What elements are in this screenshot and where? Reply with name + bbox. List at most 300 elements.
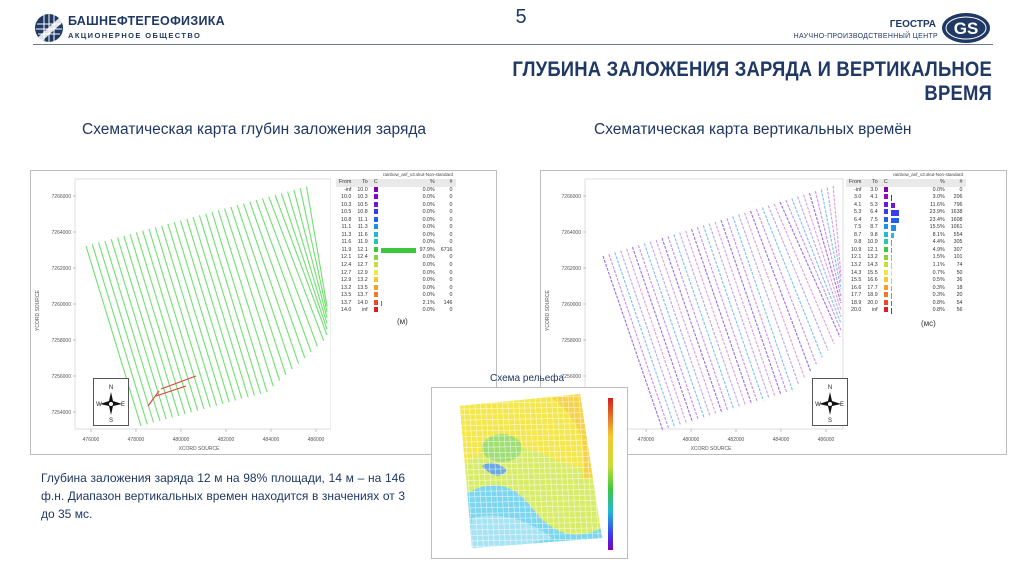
legend-bar-cell [381,202,417,210]
legend-cell: 13.2 [867,254,878,261]
legend-color-cell [371,292,381,300]
receiver-line [199,215,254,395]
legend-bar-cell [891,254,927,262]
legend-row [846,307,966,315]
legend-color-swatch [374,232,378,237]
legend-share-bar [891,271,892,277]
depth-unit: (м) [397,317,408,326]
right-company-name: ГЕОСТРА [889,19,936,30]
summary-text: Глубина заложения заряда 12 м на 98% площади, 14 м – на 146 ф.н. Диапазон вертикальных времен находится в значениях от 3 до 35 мс. [41,471,405,521]
legend-cell: 0.0% [422,186,435,193]
legend-color-swatch [374,194,378,199]
legend-cell: 0.7% [932,269,945,276]
legend-bar-cell [891,262,927,270]
legend-cell: 7.5 [853,224,862,231]
receiver-line [181,221,236,401]
legend-cell: 17.7 [867,284,878,291]
legend-cell: 12.4 [341,262,352,269]
receiver-line [627,249,687,424]
receiver-line [187,219,242,399]
legend-bar-cell [891,300,927,308]
legend-share-bar [891,263,892,269]
compass-east: E [120,402,126,408]
legend-color-cell [371,194,381,202]
legend-share-bar [891,195,892,201]
legend-row [846,239,966,247]
receiver-line [780,202,840,337]
legend-cell: 0 [449,254,453,261]
legend-row [336,224,456,232]
time-legend-table [846,179,966,315]
legend-color-cell [881,224,891,232]
legend-color-cell [881,300,891,308]
legend-cell: 10.0 [341,194,352,201]
legend-cell: 16.6 [851,284,862,291]
legend-row [336,285,456,293]
legend-color-swatch [884,285,888,290]
left-map-xlabel: XCORD SOURCE [178,446,220,452]
legend-color-swatch [884,187,888,192]
legend-cell: 12.1 [357,246,368,253]
legend-cell: 0 [449,194,453,201]
legend-cell: 7.5 [870,216,878,223]
right-map-subtitle: Схематическая карта вертикальных времён [594,121,912,138]
x-tick-label: 484000 [772,437,790,443]
legend-cell: 3.0 [853,194,862,201]
legend-bar-cell [891,202,927,210]
legend-bar-cell [381,277,417,285]
compass-north: N [827,385,833,391]
legend-color-swatch [884,255,888,260]
receiver-line [674,234,734,409]
legend-cell: inf [362,307,368,314]
receiver-line [206,214,261,394]
legend-color-cell [881,254,891,262]
right-company-subtitle: НАУЧНО-ПРОИЗВОДСТВЕННЫЙ ЦЕНТР [793,33,938,40]
legend-cell: 14.0 [341,307,352,314]
legend-cell: 13.7 [341,299,352,306]
legend-cell: 0.0% [422,231,435,238]
legend-cell: 13.2 [851,262,862,269]
legend-share-bar [891,225,897,231]
legend-cell: 10.5 [357,201,368,208]
receiver-line [300,188,327,312]
legend-cell: 8.7 [853,231,862,238]
legend-cell: 36 [956,277,963,284]
compass-south: S [108,418,114,424]
y-tick-label: 7264000 [561,230,581,236]
legend-share-bar [891,255,892,261]
y-tick-label: 7260000 [561,302,581,308]
legend-cell: 13.5 [357,284,368,291]
legend-cell: 11.3 [357,224,368,231]
legend-color-cell [371,202,381,210]
legend-cell: 0.0% [422,307,435,314]
legend-color-cell [371,239,381,247]
legend-bar-cell [891,217,927,225]
legend-cell: 1061 [950,224,963,231]
legend-cell: 1608 [950,216,963,223]
legend-cell: 0 [449,277,453,284]
geostra-logo-text: GS [953,19,979,38]
legend-row [336,187,456,195]
legend-color-cell [881,270,891,278]
legend-color-swatch [374,307,378,312]
legend-bar-cell [381,224,417,232]
legend-cell: 14.0 [357,299,368,306]
legend-cell: 0 [959,186,963,193]
legend-share-bar [891,210,900,216]
legend-cell: 0 [449,307,453,314]
legend-bar-cell [891,270,927,278]
legend-color-cell [881,292,891,300]
legend-share-bar [891,203,895,209]
legend-color-swatch [884,270,888,275]
legend-cell: 0.0% [932,186,945,193]
y-tick-label: 7258000 [51,338,71,344]
legend-row [336,262,456,270]
receiver-line [225,209,280,381]
receiver-line [662,238,722,413]
legend-bar-cell [381,307,417,315]
legend-cell: 0 [449,209,453,216]
legend-cell: 0.0% [422,194,435,201]
legend-column-header: C [371,179,381,187]
compass-icon [94,379,128,425]
legend-row [846,300,966,308]
legend-cell: 17.7 [851,292,862,299]
legend-cell: 10.5 [341,209,352,216]
left-company-subtitle: АКЦИОНЕРНОЕ ОБЩЕСТВО [68,31,202,40]
y-tick-label: 7256000 [51,374,71,380]
legend-row [846,292,966,300]
legend-color-swatch [374,209,378,214]
relief-map [432,388,627,558]
legend-bar-cell [381,270,417,278]
compass-south: S [827,418,833,424]
receiver-line [692,229,752,404]
y-tick-label: 7262000 [561,266,581,272]
legend-cell: 4.4% [932,239,945,246]
legend-cell: 13.2 [341,284,352,291]
receiver-line [136,232,191,412]
legend-row [846,262,966,270]
legend-column-header: To [864,179,880,187]
right-map-xlabel: XCORD SOURCE [690,446,732,452]
legend-cell: inf [872,307,878,314]
legend-cell: 13.7 [357,292,368,299]
compass-rose [93,378,129,426]
legend-color-cell [881,239,891,247]
receiver-line [703,225,763,400]
legend-color-swatch [884,307,888,312]
legend-cell: 11.1 [357,216,368,223]
legend-cell: 307 [953,246,963,253]
legend-bar-cell [381,239,417,247]
legend-cell: 56 [956,307,963,314]
legend-row [336,209,456,217]
receiver-line [218,210,273,386]
receiver-line [168,224,223,404]
legend-color-cell [371,232,381,240]
legend-cell: 15.5% [929,224,945,231]
legend-cell: 14.3 [851,269,862,276]
legend-cell: 11.6% [930,201,945,208]
receiver-line [155,227,210,407]
legend-share-bar [891,218,899,224]
y-tick-label: 7264000 [51,230,71,236]
receiver-line [212,212,267,392]
legend-color-swatch [374,255,378,260]
legend-cell: 12.4 [357,254,368,261]
legend-column-header: % [417,179,438,187]
bashneftegeofizika-logo-icon [33,12,65,44]
legend-cell: 12.9 [357,269,368,276]
legend-color-swatch [884,202,888,207]
legend-cell: 0 [449,262,453,269]
x-tick-label: 484000 [262,437,280,443]
receiver-line [792,198,841,323]
legend-bar-cell [891,209,927,217]
legend-cell: 10.8 [357,209,368,216]
legend-color-swatch [884,277,888,282]
legend-cell: 0.0% [422,262,435,269]
receiver-line [244,204,299,364]
legend-cell: 8.1% [932,231,945,238]
legend-cell: 0.8% [932,307,945,314]
legend-cell: 12.1 [851,254,862,261]
y-tick-label: 7256000 [561,374,581,380]
legend-color-cell [371,307,381,315]
legend-cell: 5.3 [853,209,862,216]
header-divider [33,44,993,45]
legend-row [846,194,966,202]
legend-row [846,224,966,232]
legend-cell: -inf [344,186,352,193]
receiver-line [715,222,775,397]
receiver-line [833,186,841,276]
legend-bar-cell [381,300,417,308]
legend-cell: 4.1 [870,194,878,201]
legend-color-cell [881,277,891,285]
legend-color-swatch [884,292,888,297]
legend-cell: 0.0% [422,269,435,276]
legend-column-header: % [927,179,948,187]
legend-cell: 0 [449,224,453,231]
legend-color-swatch [374,217,378,222]
legend-cell: 18.9 [867,292,878,299]
y-tick-label: 7260000 [51,302,71,308]
legend-color-swatch [884,217,888,222]
legend-column-header: C [881,179,891,187]
legend-color-cell [881,247,891,255]
legend-bar-cell [891,232,927,240]
legend-cell: 54 [956,299,963,306]
receiver-line [638,245,698,420]
legend-share-bar [891,248,893,254]
legend-cell: 1.5% [932,254,945,261]
legend-bar-cell [891,285,927,293]
legend-column-header: # [438,179,456,187]
receiver-line [656,240,716,415]
legend-color-cell [371,217,381,225]
legend-bar-cell [381,285,417,293]
legend-color-cell [881,209,891,217]
legend-cell: 11.6 [357,231,368,238]
legend-row [846,232,966,240]
legend-row [336,254,456,262]
legend-share-bar [891,301,892,307]
receiver-line [130,234,185,414]
x-tick-label: 486000 [817,437,835,443]
legend-cell: 6.4 [853,216,862,223]
legend-cell: 305 [953,239,963,246]
legend-cell: 74 [956,262,963,269]
legend-row [846,247,966,255]
compass-rose [812,378,848,426]
compass-north: N [108,385,114,391]
legend-bar-cell [891,194,927,202]
legend-cell: 3.0% [932,194,945,201]
legend-cell: 2.1% [422,299,435,306]
legend-row [846,202,966,210]
legend-cell: 10.8 [341,216,352,223]
legend-color-swatch [884,262,888,267]
legend-cell: 15.5 [867,269,878,276]
legend-cell: 10.3 [357,194,368,201]
x-tick-label: 482000 [217,437,235,443]
receiver-line [124,236,179,416]
legend-cell: 0.3% [932,284,945,291]
legend-cell: 10.9 [851,246,862,253]
x-tick-label: 476000 [82,437,100,443]
legend-cell: 20 [956,292,963,299]
legend-color-cell [371,270,381,278]
receiver-line [174,222,229,402]
legend-color-cell [881,232,891,240]
legend-cell: 0 [449,216,453,223]
legend-color-swatch [884,209,888,214]
legend-bar-cell [381,187,417,195]
legend-column-header: To [354,179,370,187]
depth-map [31,171,331,454]
legend-row [336,247,456,255]
receiver-line [193,217,248,397]
legend-cell: 15.5 [851,277,862,284]
legend-cell: 0.0% [422,254,435,261]
legend-share-bar [891,286,892,292]
depth-map-panel [30,170,497,455]
legend-color-cell [881,217,891,225]
legend-cell: 0.3% [932,292,945,299]
receiver-line [821,189,841,289]
legend-color-swatch [884,247,888,252]
legend-cell: 554 [953,231,963,238]
legend-share-bar [891,278,892,284]
legend-cell: 146 [443,299,453,306]
legend-cell: 8.7 [870,224,878,231]
legend-cell: 0.0% [422,209,435,216]
x-tick-label: 478000 [637,437,655,443]
left-company-name: БАШНЕФТЕГЕОФИЗИКА [68,14,225,28]
legend-bar-header [891,179,927,187]
legend-cell: 1.1% [932,262,945,269]
legend-row [336,239,456,247]
receiver-line [709,224,769,399]
legend-cell: 0.0% [422,292,435,299]
legend-bar-cell [891,247,927,255]
legend-color-swatch [884,239,888,244]
legend-share-bar [891,240,893,246]
legend-color-cell [371,262,381,270]
legend-cell: 20.0 [867,299,878,306]
legend-color-cell [371,247,381,255]
legend-row [846,187,966,195]
legend-cell: 11.1 [341,224,352,231]
legend-cell: 0.5% [932,277,945,284]
legend-cell: 9.8 [870,231,878,238]
legend-bar-cell [381,262,417,270]
legend-cell: 18 [956,284,963,291]
legend-color-cell [371,254,381,262]
legend-cell: 13.5 [341,292,352,299]
legend-column-header: # [948,179,966,187]
legend-color-swatch [374,187,378,192]
legend-color-swatch [884,194,888,199]
y-tick-label: 7254000 [51,410,71,416]
legend-row [336,194,456,202]
legend-color-swatch [884,232,888,237]
legend-cell: 18.9 [851,299,862,306]
legend-row [336,277,456,285]
legend-row [846,217,966,225]
legend-cell: 0.0% [422,201,435,208]
legend-bar-cell [381,194,417,202]
legend-color-swatch [374,224,378,229]
receiver-line [686,231,746,406]
x-tick-label: 486000 [307,437,325,443]
legend-color-swatch [884,224,888,229]
legend-color-swatch [374,247,378,252]
legend-bar-cell [891,307,927,315]
legend-column-header: From [336,179,354,187]
legend-cell: 50 [956,269,963,276]
legend-cell: 10.3 [341,201,352,208]
receiver-line [786,200,841,330]
legend-cell: 20.0 [851,307,862,314]
receiver-line [633,247,693,422]
receiver-line [668,236,728,411]
legend-cell: 23.4% [929,216,945,223]
legend-bar-cell [891,277,927,285]
time-legend-caption: rainbow_anf_v3.skut-Non-standard [892,172,964,177]
legend-cell: 101 [953,254,963,261]
legend-cell: 11.9 [341,246,352,253]
legend-row [846,270,966,278]
legend-cell: 0 [449,201,453,208]
legend-cell: 12.7 [341,269,352,276]
geostra-logo-icon [940,11,992,45]
legend-color-swatch [374,277,378,282]
legend-cell: 12.1 [867,246,878,253]
compass-icon [813,379,847,425]
legend-row [336,202,456,210]
legend-color-swatch [374,300,378,305]
legend-cell: 0.0% [422,277,435,284]
legend-row [336,307,456,315]
y-tick-label: 7266000 [561,194,581,200]
y-tick-label: 7262000 [51,266,71,272]
